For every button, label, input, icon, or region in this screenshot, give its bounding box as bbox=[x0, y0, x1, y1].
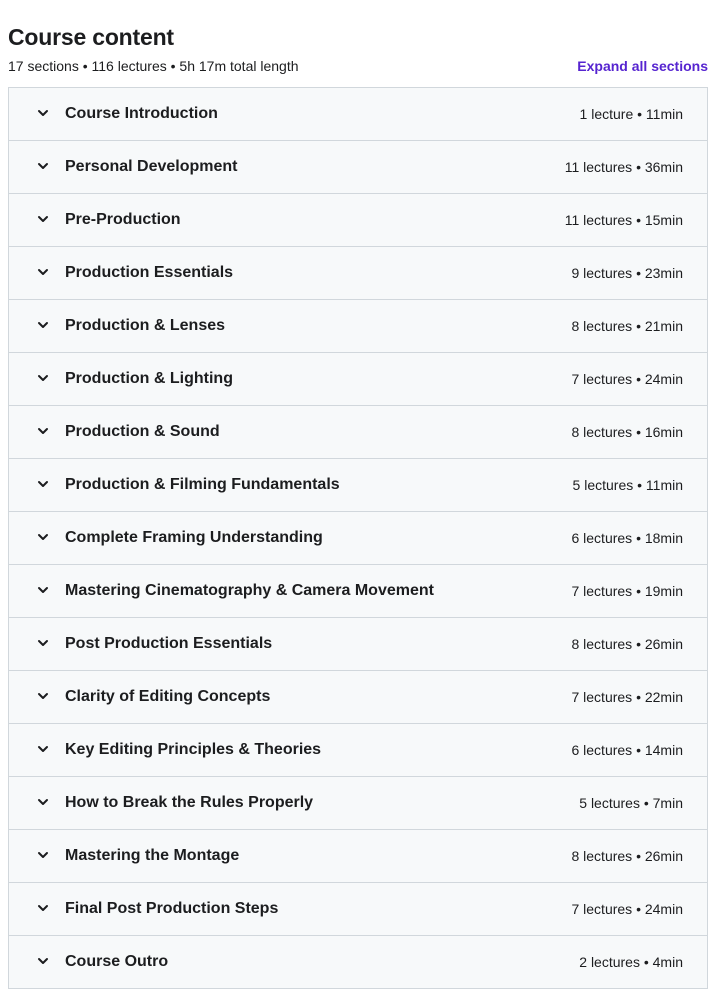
chevron-down-icon bbox=[36, 424, 50, 438]
section-title: Pre-Production bbox=[65, 211, 181, 228]
page-title: Course content bbox=[8, 24, 174, 51]
section-row[interactable] bbox=[9, 194, 707, 247]
section-row[interactable] bbox=[9, 141, 707, 194]
section-row[interactable] bbox=[9, 724, 707, 777]
section-meta: 7 lectures • 24min bbox=[571, 901, 683, 917]
chevron-down-icon bbox=[36, 530, 50, 544]
section-row[interactable] bbox=[9, 777, 707, 830]
chevron-down-icon bbox=[36, 901, 50, 915]
section-title: Course Outro bbox=[65, 953, 169, 970]
section-meta: 11 lectures • 36min bbox=[564, 159, 683, 175]
section-meta: 9 lectures • 23min bbox=[571, 265, 683, 281]
section-row[interactable] bbox=[9, 88, 707, 141]
section-row[interactable] bbox=[9, 353, 707, 406]
section-meta: 7 lectures • 22min bbox=[571, 689, 683, 705]
section-title: Course Introduction bbox=[65, 105, 218, 122]
course-summary-bar bbox=[8, 57, 708, 75]
course-summary: 17 sections • 116 lectures • 5h 17m total length bbox=[8, 58, 299, 74]
chevron-down-icon bbox=[36, 636, 50, 650]
section-accordion bbox=[8, 87, 708, 989]
section-title: Production & Sound bbox=[65, 423, 220, 440]
section-title: Mastering Cinematography & Camera Movement bbox=[65, 582, 434, 599]
section-title: Key Editing Principles & Theories bbox=[65, 741, 322, 758]
section-row[interactable] bbox=[9, 459, 707, 512]
section-title: Mastering the Montage bbox=[65, 847, 240, 864]
chevron-down-icon bbox=[36, 106, 50, 120]
section-meta: 6 lectures • 14min bbox=[571, 742, 683, 758]
section-title: Post Production Essentials bbox=[65, 635, 273, 652]
chevron-down-icon bbox=[36, 848, 50, 862]
chevron-down-icon bbox=[36, 318, 50, 332]
chevron-down-icon bbox=[36, 742, 50, 756]
section-title: Production & Lenses bbox=[65, 317, 226, 334]
section-meta: 7 lectures • 19min bbox=[571, 583, 683, 599]
chevron-down-icon bbox=[36, 371, 50, 385]
section-title: Production & Filming Fundamentals bbox=[65, 476, 340, 493]
section-meta: 2 lectures • 4min bbox=[579, 954, 683, 970]
chevron-down-icon bbox=[36, 583, 50, 597]
section-meta: 8 lectures • 21min bbox=[571, 318, 683, 334]
section-title: Production & Lighting bbox=[65, 370, 233, 387]
section-meta: 5 lectures • 7min bbox=[579, 795, 683, 811]
chevron-down-icon bbox=[36, 265, 50, 279]
section-row[interactable] bbox=[9, 618, 707, 671]
section-meta: 8 lectures • 16min bbox=[571, 424, 683, 440]
section-title: Personal Development bbox=[65, 158, 238, 175]
section-meta: 8 lectures • 26min bbox=[571, 848, 683, 864]
section-title: How to Break the Rules Properly bbox=[65, 794, 314, 811]
section-row[interactable] bbox=[9, 830, 707, 883]
section-row[interactable] bbox=[9, 247, 707, 300]
section-row[interactable] bbox=[9, 300, 707, 353]
section-row[interactable] bbox=[9, 936, 707, 988]
chevron-down-icon bbox=[36, 477, 50, 491]
section-row[interactable] bbox=[9, 883, 707, 936]
chevron-down-icon bbox=[36, 212, 50, 226]
section-title: Production Essentials bbox=[65, 264, 234, 281]
section-row[interactable] bbox=[9, 512, 707, 565]
section-row[interactable] bbox=[9, 406, 707, 459]
section-meta: 1 lecture • 11min bbox=[579, 106, 683, 122]
section-meta: 8 lectures • 26min bbox=[571, 636, 683, 652]
expand-all-sections-button[interactable]: Expand all sections bbox=[577, 58, 708, 74]
section-meta: 11 lectures • 15min bbox=[564, 212, 683, 228]
section-title: Complete Framing Understanding bbox=[65, 529, 323, 546]
section-row[interactable] bbox=[9, 671, 707, 724]
chevron-down-icon bbox=[36, 795, 50, 809]
section-title: Clarity of Editing Concepts bbox=[65, 688, 271, 705]
section-title: Final Post Production Steps bbox=[65, 900, 279, 917]
section-row[interactable] bbox=[9, 565, 707, 618]
section-meta: 7 lectures • 24min bbox=[571, 371, 683, 387]
chevron-down-icon bbox=[36, 689, 50, 703]
section-meta: 5 lectures • 11min bbox=[572, 477, 683, 493]
section-meta: 6 lectures • 18min bbox=[571, 530, 683, 546]
chevron-down-icon bbox=[36, 954, 50, 968]
chevron-down-icon bbox=[36, 159, 50, 173]
